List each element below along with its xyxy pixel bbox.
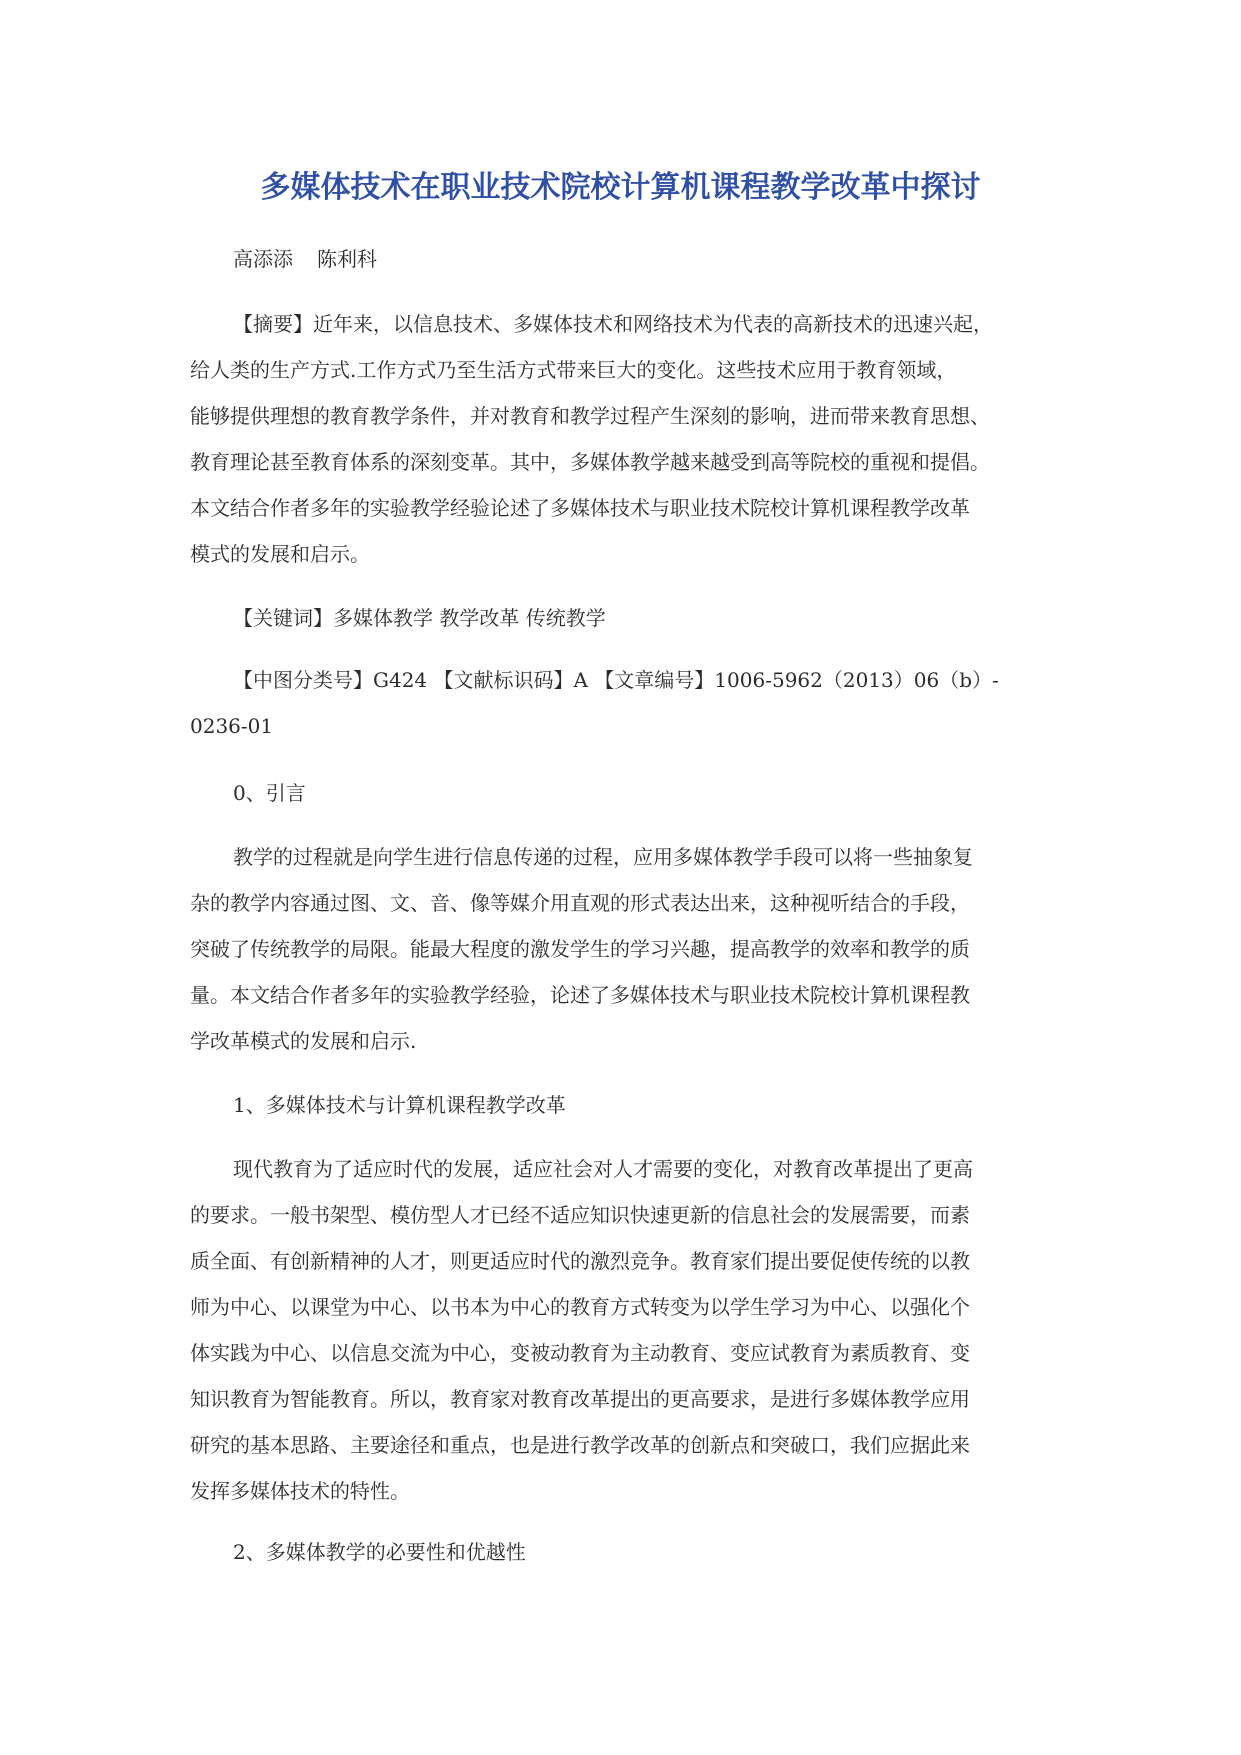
body-line: 突破了传统教学的局限。能最大程度的激发学生的学习兴趣，提高教学的效率和教学的质 — [190, 937, 970, 961]
section-heading: 1、多媒体技术与计算机课程教学改革 — [233, 1093, 566, 1117]
body-line: 师为中心、以课堂为中心、以书本为中心的教育方式转变为以学生学习为中心、以强化个 — [190, 1295, 970, 1319]
body-line: 现代教育为了适应时代的发展，适应社会对人才需要的变化，对教育改革提出了更高 — [233, 1157, 973, 1181]
section-heading-2 — [190, 1529, 1080, 1575]
abstract-line: 【摘要】近年来，以信息技术、多媒体技术和网络技术为代表的高新技术的迅速兴起， — [233, 312, 993, 336]
introduction-paragraph — [190, 834, 1080, 1064]
section-1-paragraph — [190, 1146, 1080, 1514]
section-heading: 0、引言 — [233, 781, 306, 805]
body-line: 量。本文结合作者多年的实验教学经验，论述了多媒体技术与职业技术院校计算机课程教 — [190, 983, 970, 1007]
body-line: 的要求。一般书架型、模仿型人才已经不适应知识快速更新的信息社会的发展需要，而素 — [190, 1203, 970, 1227]
abstract-line: 能够提供理想的教育教学条件，并对教育和教学过程产生深刻的影响，进而带来教育思想、 — [190, 404, 990, 428]
abstract-line: 模式的发展和启示。 — [190, 542, 370, 566]
section-heading: 2、多媒体教学的必要性和优越性 — [233, 1540, 526, 1564]
abstract-line: 教育理论甚至教育体系的深刻变革。其中，多媒体教学越来越受到高等院校的重视和提倡。 — [190, 450, 990, 474]
body-line: 知识教育为智能教育。所以，教育家对教育改革提出的更高要求，是进行多媒体教学应用 — [190, 1387, 970, 1411]
abstract-line: 本文结合作者多年的实验教学经验论述了多媒体技术与职业技术院校计算机课程教学改革 — [190, 496, 970, 520]
section-heading-introduction — [190, 770, 1080, 816]
classification-paragraph — [190, 657, 1080, 749]
body-line: 质全面、有创新精神的人才，则更适应时代的激烈竞争。教育家们提出要促使传统的以教 — [190, 1249, 970, 1273]
body-line: 研究的基本思路、主要途径和重点，也是进行教学改革的创新点和突破口，我们应据此来 — [190, 1433, 970, 1457]
paper-title: 多媒体技术在职业技术院校计算机课程教学改革中探讨 — [260, 170, 981, 205]
author-name: 高添添 — [233, 247, 293, 271]
body-line: 学改革模式的发展和启示. — [190, 1029, 417, 1053]
keywords-line: 【关键词】多媒体教学 教学改革 传统教学 — [233, 606, 606, 630]
author-list — [190, 236, 1123, 282]
classification-line: 【中图分类号】G424 【文献标识码】A 【文章编号】1006-5962（2013）06（b）- — [233, 668, 999, 692]
section-heading-1 — [190, 1082, 1080, 1128]
classification-line: 0236-01 — [190, 714, 274, 738]
body-line: 杂的教学内容通过图、文、音、像等媒介用直观的形式表达出来，这种视听结合的手段， — [190, 891, 970, 915]
body-line: 教学的过程就是向学生进行信息传递的过程，应用多媒体教学手段可以将一些抽象复 — [233, 845, 973, 869]
abstract-paragraph — [190, 301, 1080, 577]
abstract-line: 给人类的生产方式.工作方式乃至生活方式带来巨大的变化。这些技术应用于教育领域， — [190, 358, 957, 382]
author-name: 陈利科 — [317, 247, 377, 271]
keywords-paragraph — [190, 595, 1080, 641]
body-line: 体实践为中心、以信息交流为中心，变被动教育为主动教育、变应试教育为素质教育、变 — [190, 1341, 970, 1365]
body-line: 发挥多媒体技术的特性。 — [190, 1479, 410, 1503]
